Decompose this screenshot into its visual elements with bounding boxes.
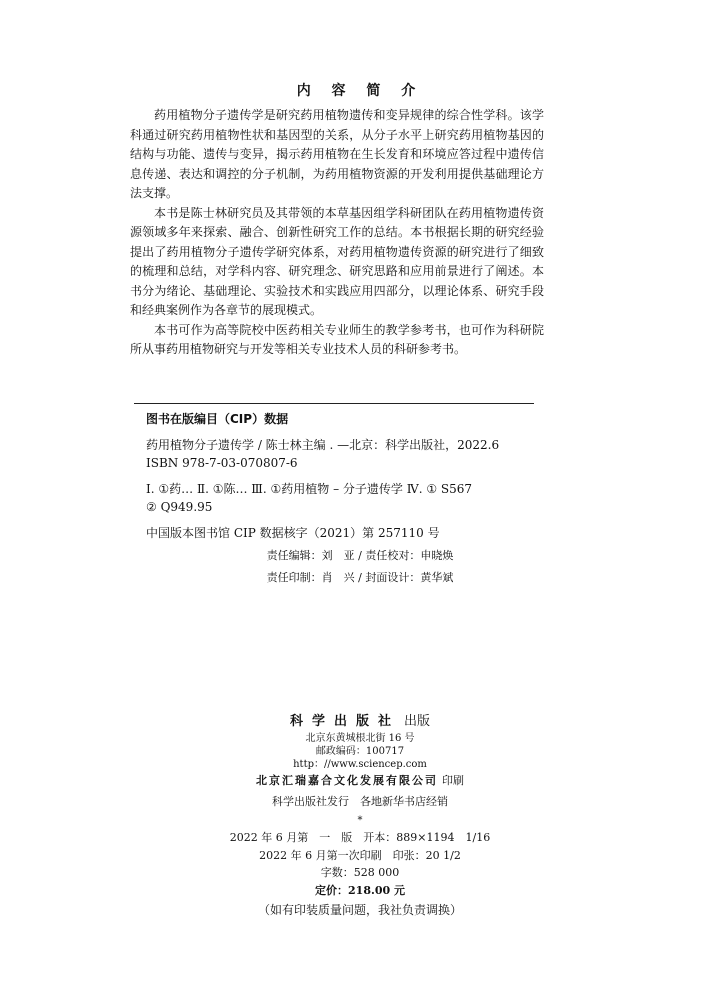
cip-divider [134,403,534,404]
intro-paragraph-2: 本书是陈士林研究员及其带领的本草基因组学科研团队在药用植物遗传资源领域多年来探索、融合、创新性研究工作的总结。本书根据长期的研究经验提出了药用植物分子遗传学研究体系，对药用植物遗传资源的研究进行了细致的梳理和总结，对学科内容、研究理念、研究思路和应用前景进行了阐述。本书分为绪论、基础理论、实验技术和实践应用四部分，以理论体系、研究手段和经典案例作为各章节的展现模式。 [130,205,544,317]
publisher-address: 北京东黄城根北街 16 号 [305,733,415,744]
printer-suffix: 印刷 [442,774,464,787]
cip-block [146,410,546,542]
credits-printing-line: 责任印制：肖 兴 / 封面设计：黄华斌 [266,571,454,584]
publisher-suffix: 出版 [404,714,431,729]
publisher-name: 科学出版社 [289,714,400,729]
separator-star: * [357,815,363,826]
cip-isbn: ISBN 978-7-03-070807-6 [146,456,298,470]
cip-heading: 图书在版编目（CIP）数据 [146,412,289,426]
credits-editor-line: 责任编辑：刘 亚 / 责任校对：申晓焕 [266,549,454,562]
printer-line [0,771,720,791]
cip-classification: ② Q949.95 [146,500,213,514]
page-title: 内 容 简 介 [296,83,424,99]
credits-block [0,545,720,589]
cip-record-number: 中国版本图书馆 CIP 数据核字（2021）第 257110 号 [146,526,440,540]
cip-subject-line: Ⅰ. ①药… Ⅱ. ①陈… Ⅲ. ①药用植物 – 分子遗传学 Ⅳ. ① S567 [146,482,473,496]
price: 定价：218.00 元 [315,883,405,897]
imprint-block [0,712,720,921]
word-count: 字数：528 000 [320,866,400,879]
quality-notice: （如有印装质量问题，我社负责调换） [257,903,462,917]
publisher-postcode: 邮政编码：100717 [315,746,405,757]
intro-paragraph-3: 本书可作为高等院校中医药相关专业师生的教学参考书，也可作为科研院所从事药用植物研究与开发等相关专业技术人员的科研参考书。 [130,322,544,356]
intro-body [130,106,544,360]
printing-spec: 2022 年 6 月第一次印刷 印张：20 1/2 [259,848,461,862]
printer-name: 北京汇瑞嘉合文化发展有限公司 [256,774,438,787]
publisher-website: http：//www.sciencep.com [293,759,427,770]
edition-spec: 2022 年 6 月第 一 版 开本：889×1194 1/16 [229,831,491,844]
cip-title-line: 药用植物分子遗传学 / 陈士林主编 . —北京：科学出版社，2022.6 [146,438,500,452]
distribution-line: 科学出版社发行 各地新华书店经销 [272,795,448,808]
publisher-line [0,712,720,732]
intro-paragraph-1: 药用植物分子遗传学是研究药用植物遗传和变异规律的综合性学科。该学科通过研究药用植物性状和基因型的关系，从分子水平上研究药用植物基因的结构与功能、遗传与变异，揭示药用植物在生长发育和环境应答过程中遗传信息传递、表达和调控的分子机制，为药用植物资源的开发利用提供基础理论方法支撑。 [130,108,544,200]
